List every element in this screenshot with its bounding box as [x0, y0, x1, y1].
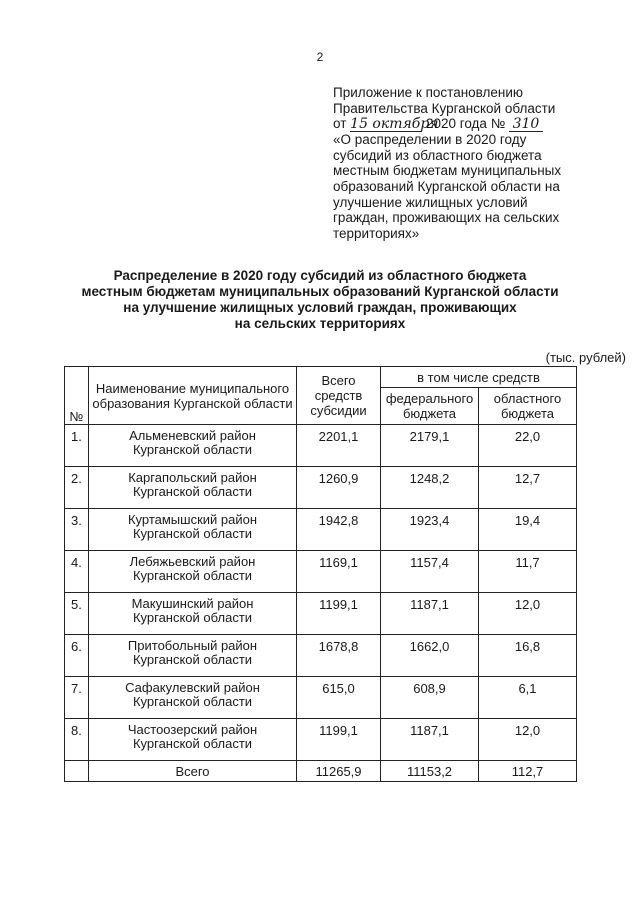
row-name [89, 677, 297, 719]
row-federal: 1187,1 [381, 593, 479, 635]
appendix-quote-line: граждан, проживающих на сельских [333, 210, 560, 226]
row-regional: 16,8 [479, 635, 577, 677]
row-name-line: Альменевский район [129, 428, 256, 443]
units-label: (тыс. рублей) [545, 350, 626, 365]
distribution-table [64, 366, 577, 782]
row-no: 2. [65, 467, 89, 509]
row-name [89, 425, 297, 467]
row-no: 1. [65, 425, 89, 467]
handwritten-number: 310 [509, 118, 543, 132]
row-federal: 608,9 [381, 677, 479, 719]
header-regional: областного бюджета [479, 388, 577, 425]
row-total: 1678,8 [297, 635, 381, 677]
row-name-line: Курганской области [132, 736, 253, 751]
row-regional: 11,7 [479, 551, 577, 593]
table-row [65, 425, 577, 467]
total-label: Всего [89, 761, 297, 782]
appendix-block [333, 85, 623, 241]
header-including: в том числе средств [381, 367, 577, 388]
table-row [65, 719, 577, 761]
appendix-quote-line: «О распределении в 2020 году [333, 132, 527, 148]
table-row [65, 509, 577, 551]
row-name-line: Курганской области [132, 610, 253, 625]
row-name [89, 551, 297, 593]
appendix-quote-line: субсидий из областного бюджета [333, 147, 542, 163]
table-row [65, 551, 577, 593]
appendix-quote-line: образований Курганской области на [333, 178, 560, 194]
row-name-line: Курганской области [132, 484, 253, 499]
title-line: Распределение в 2020 году субсидий из областного бюджета [113, 268, 527, 283]
row-total: 1199,1 [297, 719, 381, 761]
row-no: 8. [65, 719, 89, 761]
row-regional: 12,7 [479, 467, 577, 509]
row-federal: 1923,4 [381, 509, 479, 551]
row-no: 6. [65, 635, 89, 677]
row-total: 1199,1 [297, 593, 381, 635]
row-total: 1260,9 [297, 467, 381, 509]
row-total: 1169,1 [297, 551, 381, 593]
row-federal: 1248,2 [381, 467, 479, 509]
row-name-line: Курганской области [132, 442, 253, 457]
row-name-line: Курганской области [132, 652, 253, 667]
row-name-line: Частоозерский район [127, 722, 258, 737]
header-federal: федерального бюджета [381, 388, 479, 425]
row-name-line: Курганской области [132, 568, 253, 583]
row-regional: 22,0 [479, 425, 577, 467]
row-name [89, 593, 297, 635]
title-line: местным бюджетам муниципальных образований Курганской области [81, 284, 559, 299]
appendix-from: от [333, 116, 347, 132]
row-name-line: Курганской области [132, 694, 253, 709]
appendix-quote-line: территориях» [333, 225, 420, 241]
table-row [65, 635, 577, 677]
total-sum: 11265,9 [297, 761, 381, 782]
row-no: 7. [65, 677, 89, 719]
appendix-line: Правительства Курганской области [333, 100, 556, 116]
title-line: на сельских территориях [234, 316, 406, 331]
row-name [89, 719, 297, 761]
header-total: Всего средств субсидии [297, 367, 381, 425]
header-row [65, 367, 577, 388]
handwritten-date: 15 октября [350, 116, 439, 133]
row-federal: 1662,0 [381, 635, 479, 677]
row-federal: 1187,1 [381, 719, 479, 761]
row-regional: 19,4 [479, 509, 577, 551]
row-regional: 12,0 [479, 719, 577, 761]
row-total: 1942,8 [297, 509, 381, 551]
row-regional: 6,1 [479, 677, 577, 719]
row-name-line: Куртамышский район [127, 512, 258, 527]
row-no: 3. [65, 509, 89, 551]
appendix-year: 2020 года № [425, 116, 506, 132]
row-federal: 2179,1 [381, 425, 479, 467]
row-name-line: Курганской области [132, 526, 253, 541]
row-no: 5. [65, 593, 89, 635]
header-name: Наименование муниципального образования Курганской области [89, 367, 297, 425]
row-regional: 12,0 [479, 593, 577, 635]
row-name-line: Лебяжьевский район [129, 554, 256, 569]
row-name [89, 509, 297, 551]
row-name [89, 635, 297, 677]
row-name-line: Макушинский район [131, 596, 254, 611]
appendix-line: Приложение к постановлению [333, 85, 524, 100]
table-row [65, 677, 577, 719]
table-row [65, 467, 577, 509]
total-federal: 11153,2 [381, 761, 479, 782]
row-no: 4. [65, 551, 89, 593]
row-name [89, 467, 297, 509]
total-no-cell [65, 761, 89, 782]
row-name-line: Каргапольский район [128, 470, 257, 485]
row-federal: 1157,4 [381, 551, 479, 593]
total-regional: 112,7 [479, 761, 577, 782]
appendix-quote-line: местным бюджетам муниципальных [333, 163, 562, 179]
document-title [40, 268, 600, 332]
row-name-line: Сафакулевский район [125, 680, 260, 695]
appendix-date-line [333, 116, 623, 132]
table-row [65, 593, 577, 635]
total-row [65, 761, 577, 782]
title-line: на улучшение жилищных условий граждан, проживающих [123, 300, 517, 315]
appendix-quote-line: улучшение жилищных условий [333, 194, 528, 210]
header-no: № [65, 367, 89, 425]
row-total: 615,0 [297, 677, 381, 719]
row-name-line: Притобольный район [127, 638, 258, 653]
page-number: 2 [316, 50, 324, 64]
row-total: 2201,1 [297, 425, 381, 467]
